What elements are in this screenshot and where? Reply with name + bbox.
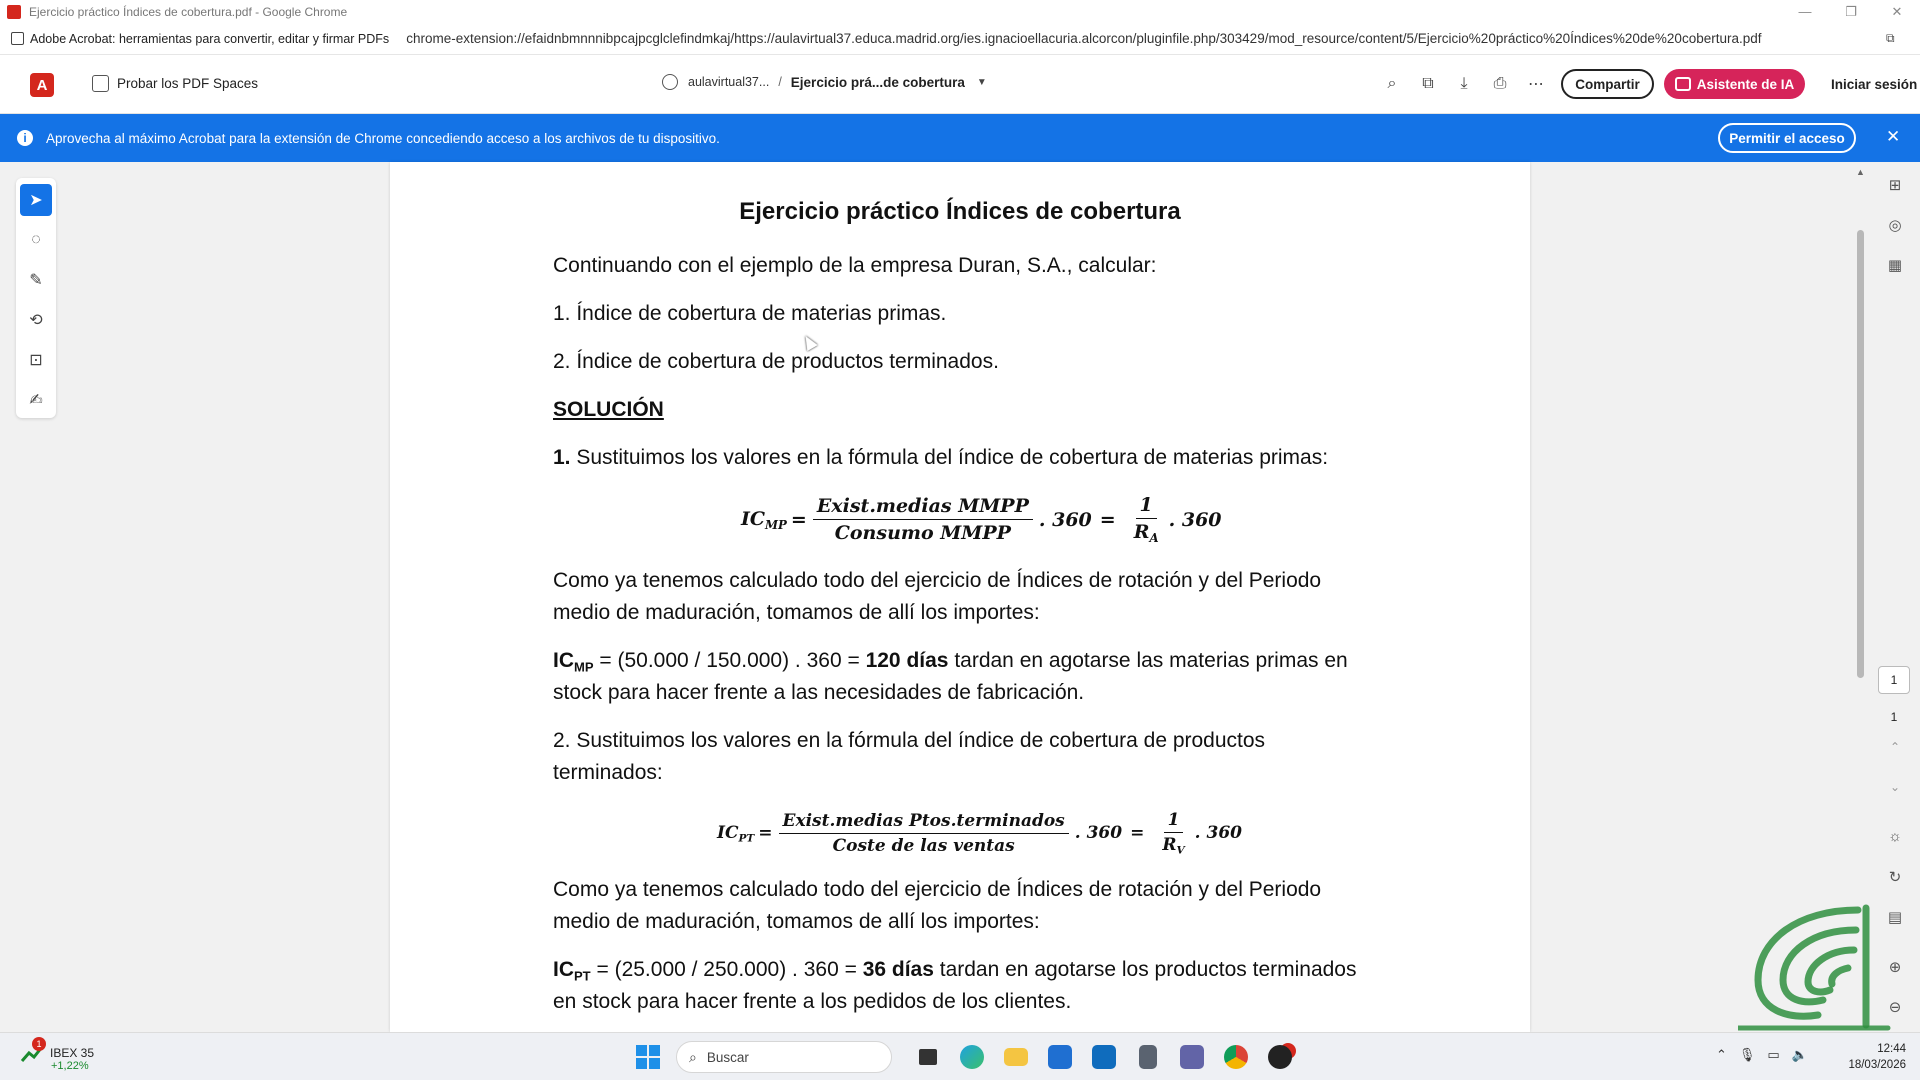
formula1-numerator: Exist.medias MMPP bbox=[813, 495, 1033, 520]
step-1-number: 1. bbox=[553, 446, 571, 469]
acrobat-logo-icon[interactable]: A bbox=[30, 73, 54, 97]
allow-access-button[interactable]: Permitir el acceso bbox=[1718, 123, 1856, 153]
thumbnails-grid-icon[interactable]: ▦ bbox=[1887, 257, 1903, 274]
toolbar-icons bbox=[1374, 71, 1554, 97]
search-placeholder: Buscar bbox=[706, 1049, 749, 1065]
taskbar-search[interactable] bbox=[676, 1041, 892, 1073]
lasso-draw-icon[interactable]: ⟲ bbox=[29, 312, 43, 329]
close-window-button[interactable]: ✕ bbox=[1891, 3, 1903, 19]
volume-icon[interactable]: 🔈 bbox=[1791, 1047, 1808, 1062]
pdf-page bbox=[390, 162, 1530, 1032]
edge-browser-icon[interactable] bbox=[952, 1039, 992, 1075]
file-explorer-icon[interactable] bbox=[996, 1039, 1036, 1075]
rotate-icon[interactable]: ↻ bbox=[1888, 869, 1902, 886]
pdf-spaces-button[interactable] bbox=[92, 75, 258, 92]
teams-icon[interactable] bbox=[1172, 1039, 1212, 1075]
previous-page-icon[interactable]: ⌃ bbox=[1889, 740, 1901, 754]
formula1-numerator-2: 1 bbox=[1136, 494, 1157, 519]
microphone-icon[interactable]: 🎙 bbox=[1738, 1047, 1756, 1062]
search-icon: ⌕ bbox=[689, 1048, 697, 1065]
formula2-equals-2: = bbox=[1130, 823, 1145, 844]
next-page-icon[interactable]: ⌄ bbox=[1889, 780, 1901, 794]
formula2-denominator: Coste de las ventas bbox=[832, 835, 1015, 856]
translate-icon[interactable]: ⧉ bbox=[1886, 31, 1895, 45]
text-select-icon[interactable]: ⊡ bbox=[29, 352, 43, 369]
extension-icon bbox=[11, 32, 24, 45]
clock-date: 18/03/2026 bbox=[1848, 1059, 1906, 1071]
formula2-equals: = bbox=[758, 823, 773, 844]
close-banner-icon[interactable]: ✕ bbox=[1886, 127, 1901, 146]
stock-change: +1,22% bbox=[51, 1060, 89, 1072]
result-2-line-2: en stock para hacer frente a los pedidos de los clientes. bbox=[553, 990, 1072, 1013]
zoom-in-icon[interactable]: ⊕ bbox=[1888, 959, 1902, 976]
scrollbar-thumb[interactable] bbox=[1857, 230, 1864, 678]
window-titlebar bbox=[0, 0, 1920, 23]
formula2-multiplier: . 360 bbox=[1074, 823, 1123, 844]
globe-icon bbox=[662, 74, 678, 90]
address-bar bbox=[0, 23, 1920, 55]
stock-chart-icon bbox=[20, 1041, 44, 1065]
formula2-denominator-2: $R_V$ bbox=[1162, 835, 1185, 857]
window-controls bbox=[1782, 0, 1920, 23]
result-1-lhs: $IC_{MP}$ bbox=[553, 649, 594, 675]
formula1-multiplier-2: . 360 bbox=[1168, 508, 1222, 531]
intro-text: Continuando con el ejemplo de la empresa Duran, S.A., calcular: bbox=[553, 254, 1157, 277]
formula1-denominator: Consumo MMPP bbox=[834, 522, 1011, 545]
formula2-fraction bbox=[779, 811, 1069, 856]
taskbar-clock[interactable] bbox=[1836, 1041, 1906, 1073]
formula1-denominator-2: $R_A$ bbox=[1133, 521, 1159, 546]
minimize-button[interactable]: — bbox=[1798, 4, 1812, 19]
breadcrumb-site[interactable]: aulavirtual37... bbox=[688, 75, 770, 89]
pdf-spaces-label: Probar los PDF Spaces bbox=[117, 76, 259, 91]
comments-panel-icon[interactable]: ◎ bbox=[1888, 217, 1902, 234]
highlight-pen-icon[interactable]: ✎ bbox=[29, 272, 43, 289]
info-icon: i bbox=[17, 130, 33, 146]
chevron-down-icon[interactable]: ▼ bbox=[976, 76, 987, 88]
formula1-fraction-2 bbox=[1130, 494, 1163, 545]
windows-start-icon[interactable] bbox=[636, 1045, 660, 1069]
ai-assistant-button[interactable] bbox=[1664, 69, 1805, 99]
formula2-fraction-2 bbox=[1158, 810, 1188, 857]
ai-assistant-label: Asistente de IA bbox=[1696, 76, 1795, 92]
result-1-line-2: stock para hacer frente a las necesidades de fabricación. bbox=[553, 681, 1085, 704]
maximize-button[interactable]: ❐ bbox=[1845, 3, 1857, 19]
windows-taskbar bbox=[0, 1032, 1920, 1080]
clock-time: 12:44 bbox=[1877, 1043, 1906, 1055]
save-icon[interactable]: ▤ bbox=[1887, 909, 1903, 926]
formula1-fraction bbox=[813, 495, 1033, 544]
current-page-input[interactable]: 1 bbox=[1878, 666, 1910, 694]
tray-chevron-up-icon[interactable]: ⌃ bbox=[1716, 1047, 1727, 1062]
recording-app-icon[interactable] bbox=[1260, 1039, 1300, 1075]
context-2-line-1: Como ya tenemos calculado todo del ejercicio de Índices de rotación y del Periodo bbox=[553, 878, 1322, 901]
document-title: Ejercicio práctico Índices de cobertura bbox=[739, 198, 1181, 225]
formula2-numerator-2: 1 bbox=[1164, 810, 1184, 833]
search-icon[interactable]: ⌕ bbox=[1387, 75, 1397, 92]
step-2-line-1: 2. Sustituimos los valores en la fórmula del índice de cobertura de productos bbox=[553, 729, 1266, 752]
task-item-2: 2. Índice de cobertura de productos terminados. bbox=[553, 350, 999, 373]
chrome-icon[interactable] bbox=[1216, 1039, 1256, 1075]
formula1-lhs: $IC_{MP}$ bbox=[741, 507, 787, 532]
result-1-calc: = (50.000 / 150.000) . 360 = bbox=[593, 649, 866, 672]
result-2-lhs: $IC_{PT}$ bbox=[553, 958, 591, 984]
formula-productos-terminados bbox=[717, 810, 1242, 857]
window-title: Ejercicio práctico Índices de cobertura.pdf - Google Chrome bbox=[29, 4, 348, 19]
calculator-icon[interactable] bbox=[1128, 1039, 1168, 1075]
breadcrumb bbox=[662, 74, 987, 90]
sign-icon[interactable]: ✍ bbox=[29, 392, 43, 409]
print-icon[interactable]: ⎙ bbox=[1493, 75, 1507, 92]
step-2-line-2: terminados: bbox=[553, 761, 663, 784]
microsoft-store-icon[interactable] bbox=[1040, 1039, 1080, 1075]
formula1-equals: = bbox=[790, 508, 807, 531]
result-1-rest: tardan en agotarse las materias primas en bbox=[948, 649, 1348, 672]
left-tool-rail bbox=[16, 178, 56, 418]
formula2-numerator: Exist.medias Ptos.terminados bbox=[779, 811, 1069, 834]
task-item-1: 1. Índice de cobertura de materias primas. bbox=[553, 302, 947, 325]
download-icon[interactable]: ⤓ bbox=[1460, 75, 1468, 92]
context-1-line-1: Como ya tenemos calculado todo del ejercicio de Índices de rotación y del Periodo bbox=[553, 569, 1322, 592]
extension-name[interactable]: Adobe Acrobat: herramientas para convertir, editar y firmar PDFs bbox=[30, 31, 390, 46]
brightness-icon[interactable]: ☼ bbox=[1888, 828, 1902, 845]
context-1-line-2: medio de maduración, tomamos de allí los importes: bbox=[553, 601, 1040, 624]
total-pages: 1 bbox=[1890, 710, 1898, 724]
taskbar-apps bbox=[636, 1039, 1302, 1075]
comment-icon[interactable]: ◌ bbox=[31, 231, 41, 248]
result-2-value: 36 días bbox=[862, 958, 934, 981]
zoom-out-icon[interactable]: ⊖ bbox=[1888, 999, 1902, 1016]
select-pointer-icon[interactable]: ➤ bbox=[20, 184, 52, 216]
ai-summary-icon[interactable]: ⊞ bbox=[1888, 177, 1902, 194]
formula2-multiplier-2: . 360 bbox=[1194, 823, 1242, 844]
banner-message: Aprovecha al máximo Acrobat para la extensión de Chrome concediendo acceso a los archivos de tu dispositivo. bbox=[46, 130, 720, 146]
ai-assistant-icon bbox=[1675, 77, 1691, 91]
step-1-text bbox=[553, 441, 1328, 474]
pdf-spaces-icon bbox=[92, 75, 109, 92]
network-icon[interactable]: ▭ bbox=[1767, 1047, 1780, 1062]
task-view-icon[interactable] bbox=[908, 1039, 948, 1075]
result-2-calc: = (25.000 / 250.000) . 360 = bbox=[590, 958, 863, 981]
step-1-description: Sustituimos los valores en la fórmula del índice de cobertura de materias primas: bbox=[570, 446, 1329, 469]
result-2-rest: tardan en agotarse los productos terminados bbox=[933, 958, 1357, 981]
context-2-line-2: medio de maduración, tomamos de allí los importes: bbox=[553, 910, 1040, 933]
notification-badge: 1 bbox=[32, 1037, 46, 1051]
school-logo-watermark bbox=[1738, 890, 1898, 1040]
stock-widget[interactable] bbox=[20, 1039, 95, 1072]
access-banner bbox=[0, 114, 1920, 162]
scroll-up-arrow-icon[interactable]: ▲ bbox=[1856, 167, 1865, 177]
share-button[interactable]: Compartir bbox=[1561, 69, 1654, 99]
acrobat-toolbar bbox=[0, 55, 1920, 114]
breadcrumb-document[interactable]: Ejercicio prá...de cobertura bbox=[790, 74, 965, 90]
outlook-icon[interactable] bbox=[1084, 1039, 1124, 1075]
url-text[interactable]: chrome-extension://efaidnbmnnnibpcajpcglclefindmkaj/https://aulavirtual37.educa.madrid.org/ies.ignacioellacuria.alcorcon/pluginfile.php/303429/mod_resource/content/5/Ejercicio%20práctico%20Índices%20de%20cobertura.pdf bbox=[406, 31, 1762, 46]
more-options-icon[interactable]: ⋯ bbox=[1528, 76, 1544, 93]
system-tray bbox=[1716, 1047, 1820, 1063]
breadcrumb-separator: / bbox=[778, 75, 782, 89]
formula2-lhs: $IC_{PT}$ bbox=[717, 822, 755, 845]
sign-in-link[interactable]: Iniciar sesión bbox=[1831, 77, 1918, 92]
formula1-multiplier: . 360 bbox=[1038, 508, 1092, 531]
page-view-icon[interactable]: ⧉ bbox=[1422, 75, 1434, 92]
acrobat-tab-icon bbox=[7, 5, 21, 19]
solution-heading: SOLUCIÓN bbox=[553, 398, 664, 421]
formula-materias-primas bbox=[741, 494, 1222, 545]
formula1-equals-2: = bbox=[1099, 508, 1116, 531]
stock-name: IBEX 35 bbox=[50, 1046, 95, 1060]
result-1-value: 120 días bbox=[865, 649, 949, 672]
right-tool-rail bbox=[1880, 170, 1916, 290]
